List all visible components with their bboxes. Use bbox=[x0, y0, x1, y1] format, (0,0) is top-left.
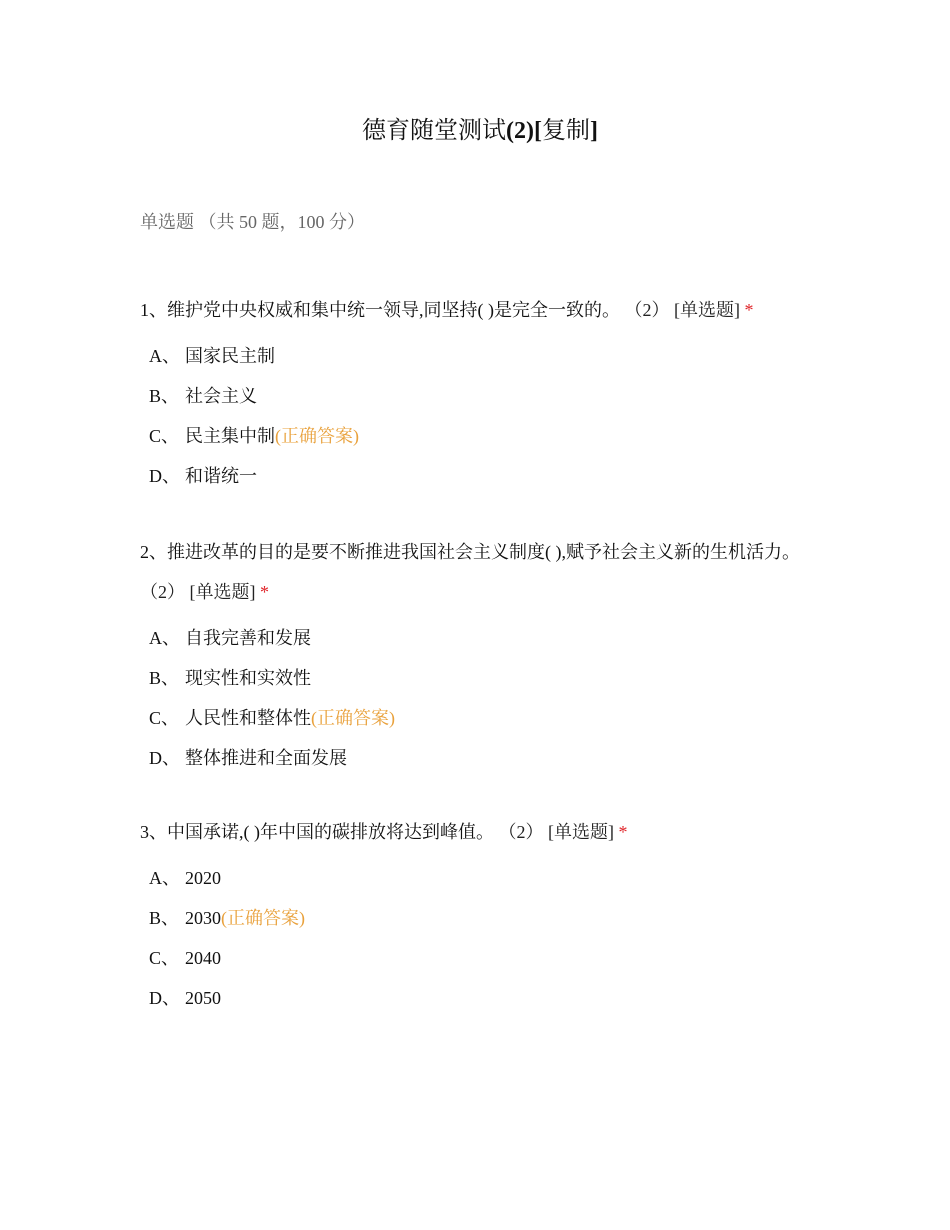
question-stem: 3、中国承诺,( )年中国的碳排放将达到峰值。 bbox=[140, 822, 494, 842]
option-letter: A、 bbox=[149, 346, 180, 366]
option-text: 2050 bbox=[185, 988, 221, 1008]
option-text: 民主集中制 bbox=[185, 426, 275, 446]
option-text: 和谐统一 bbox=[185, 466, 257, 486]
option-text: 现实性和实效性 bbox=[185, 668, 311, 688]
correct-answer-tag: (正确答案) bbox=[221, 908, 305, 928]
option-b bbox=[140, 898, 800, 938]
title-end: ] bbox=[589, 118, 598, 144]
option-letter: A、 bbox=[149, 628, 180, 648]
option-a bbox=[140, 336, 800, 376]
question-text bbox=[140, 290, 800, 330]
question-type: [单选题] bbox=[189, 582, 256, 602]
option-text: 社会主义 bbox=[185, 386, 257, 406]
option-b bbox=[140, 376, 800, 416]
required-marker: * bbox=[260, 582, 269, 602]
title-number: (2)[ bbox=[506, 118, 542, 144]
question-3 bbox=[140, 812, 800, 1018]
option-d bbox=[140, 456, 800, 496]
title-prefix: 德育随堂测试 bbox=[362, 118, 506, 144]
option-list bbox=[140, 618, 800, 778]
option-list bbox=[140, 336, 800, 496]
question-stem: 1、维护党中央权威和集中统一领导,同坚持( )是完全一致的。 bbox=[140, 300, 620, 320]
option-d bbox=[140, 978, 800, 1018]
option-letter: C、 bbox=[149, 708, 180, 728]
option-letter: A、 bbox=[149, 868, 180, 888]
required-marker: * bbox=[744, 300, 754, 320]
option-text: 整体推进和全面发展 bbox=[185, 748, 347, 768]
option-letter: B、 bbox=[149, 386, 180, 406]
option-text: 人民性和整体性 bbox=[185, 708, 311, 728]
question-type: [单选题] bbox=[548, 822, 614, 842]
correct-answer-tag: (正确答案) bbox=[275, 426, 359, 446]
option-text: 国家民主制 bbox=[185, 346, 275, 366]
option-letter: D、 bbox=[149, 748, 180, 768]
correct-answer-tag: (正确答案) bbox=[311, 708, 395, 728]
option-text: 2030 bbox=[185, 908, 221, 928]
option-list bbox=[140, 858, 800, 1018]
question-score: （2） bbox=[624, 300, 670, 320]
option-a bbox=[140, 618, 800, 658]
title-copy: 复制 bbox=[541, 118, 590, 144]
option-letter: D、 bbox=[149, 466, 180, 486]
question-score: （2） bbox=[498, 822, 544, 842]
question-2 bbox=[140, 532, 800, 778]
option-b bbox=[140, 658, 800, 698]
option-letter: C、 bbox=[149, 426, 180, 446]
question-score: （2） bbox=[140, 582, 185, 602]
option-c bbox=[140, 938, 800, 978]
option-d bbox=[140, 738, 800, 778]
question-text bbox=[140, 532, 800, 612]
section-header: 单选题 （共 50 题，100 分） bbox=[140, 212, 365, 232]
page-title bbox=[0, 110, 950, 145]
option-c bbox=[140, 698, 800, 738]
question-stem: 2、推进改革的目的是要不断推进我国社会主义制度( ),赋予社会主义新的生机活力。 bbox=[140, 542, 800, 562]
question-text bbox=[140, 812, 800, 852]
option-a bbox=[140, 858, 800, 898]
option-letter: D、 bbox=[149, 988, 180, 1008]
option-letter: C、 bbox=[149, 948, 180, 968]
option-letter: B、 bbox=[149, 908, 180, 928]
option-letter: B、 bbox=[149, 668, 180, 688]
question-type: [单选题] bbox=[674, 300, 740, 320]
option-text: 2040 bbox=[185, 948, 221, 968]
option-text: 自我完善和发展 bbox=[185, 628, 311, 648]
option-c bbox=[140, 416, 800, 456]
required-marker: * bbox=[618, 822, 628, 842]
option-text: 2020 bbox=[185, 868, 221, 888]
question-1 bbox=[140, 290, 800, 496]
